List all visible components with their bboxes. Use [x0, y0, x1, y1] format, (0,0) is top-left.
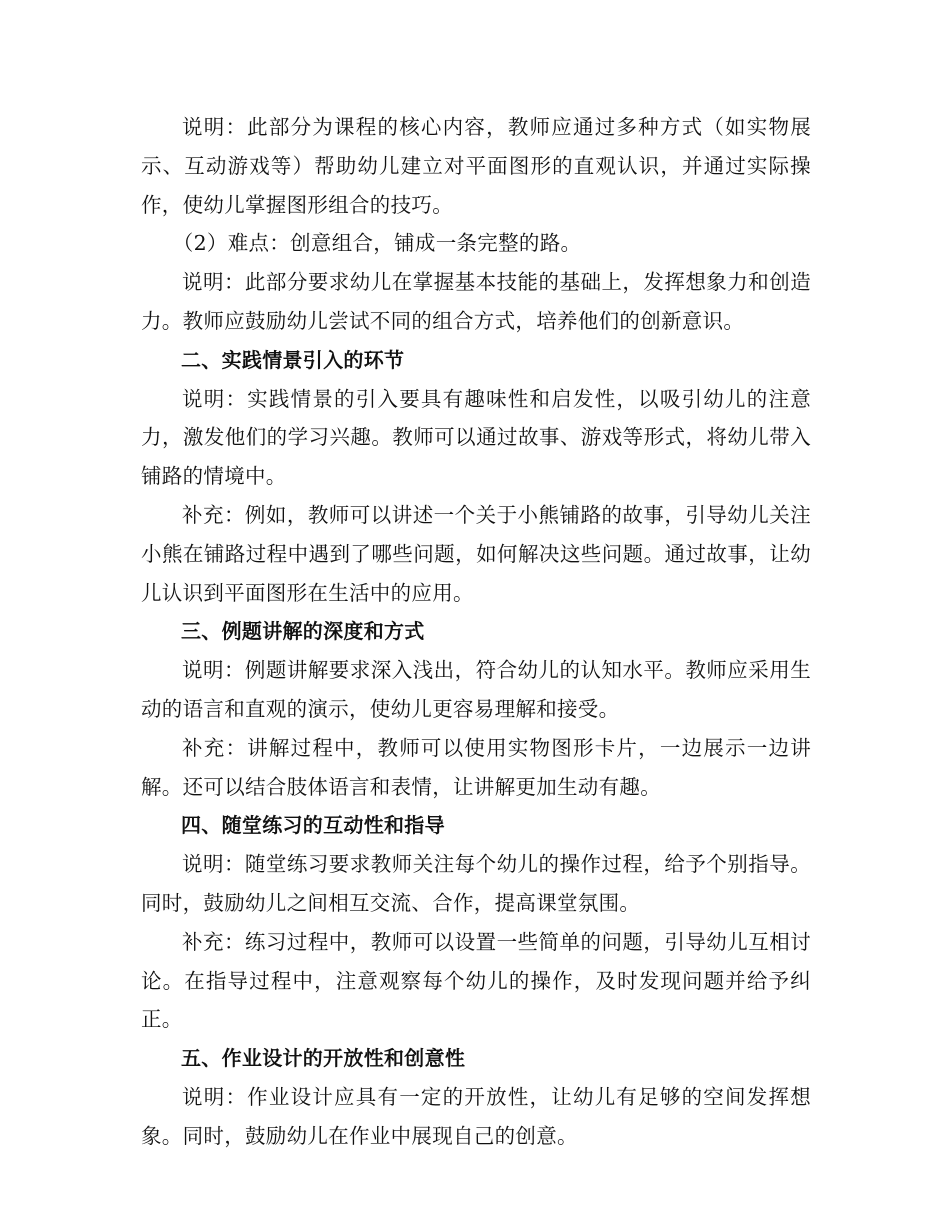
paragraph-section-2-note: 说明：实践情景的引入要具有趣味性和启发性，以吸引幼儿的注意力，激发他们的学习兴趣。教师可以通过故事、游戏等形式，将幼儿带入铺路的情境中。: [141, 386, 811, 489]
paragraph-section-2-supplement: 补充：例如，教师可以讲述一个关于小熊铺路的故事，引导幼儿关注小熊在铺路过程中遇到了哪些问题，如何解决这些问题。通过故事，让幼儿认识到平面图形在生活中的应用。: [141, 502, 811, 605]
paragraph-section-4-supplement: 补充：练习过程中，教师可以设置一些简单的问题，引导幼儿互相讨论。在指导过程中，注意观察每个幼儿的操作，及时发现问题并给予纠正。: [141, 929, 811, 1032]
paragraph-difficulty-point: （2）难点：创意组合，铺成一条完整的路。: [172, 231, 582, 256]
paragraph-section-4-note: 说明：随堂练习要求教师关注每个幼儿的操作过程，给予个别指导。同时，鼓励幼儿之间相互交流、合作，提高课堂氛围。: [141, 852, 811, 915]
heading-section-3: 三、例题讲解的深度和方式: [181, 619, 425, 644]
paragraph-core-content-note: 说明：此部分为课程的核心内容，教师应通过多种方式（如实物展示、互动游戏等）帮助幼儿建立对平面图形的直观认识，并通过实际操作，使幼儿掌握图形组合的技巧。: [141, 115, 811, 217]
heading-section-5: 五、作业设计的开放性和创意性: [181, 1046, 466, 1071]
paragraph-section-3-note: 说明：例题讲解要求深入浅出，符合幼儿的认知水平。教师应采用生动的语言和直观的演示，使幼儿更容易理解和接受。: [141, 658, 811, 721]
paragraph-section-5-note: 说明：作业设计应具有一定的开放性，让幼儿有足够的空间发挥想象。同时，鼓励幼儿在作业中展现自己的创意。: [141, 1084, 811, 1148]
paragraph-section-3-supplement: 补充：讲解过程中，教师可以使用实物图形卡片，一边展示一边讲解。还可以结合肢体语言和表情，让讲解更加生动有趣。: [141, 735, 811, 799]
paragraph-difficulty-note: 说明：此部分要求幼儿在掌握基本技能的基础上，发挥想象力和创造力。教师应鼓励幼儿尝试不同的组合方式，培养他们的创新意识。: [141, 270, 811, 333]
heading-section-4: 四、随堂练习的互动性和指导: [181, 813, 445, 838]
heading-section-2: 二、实践情景引入的环节: [181, 347, 405, 372]
document-body: [141, 108, 811, 1156]
